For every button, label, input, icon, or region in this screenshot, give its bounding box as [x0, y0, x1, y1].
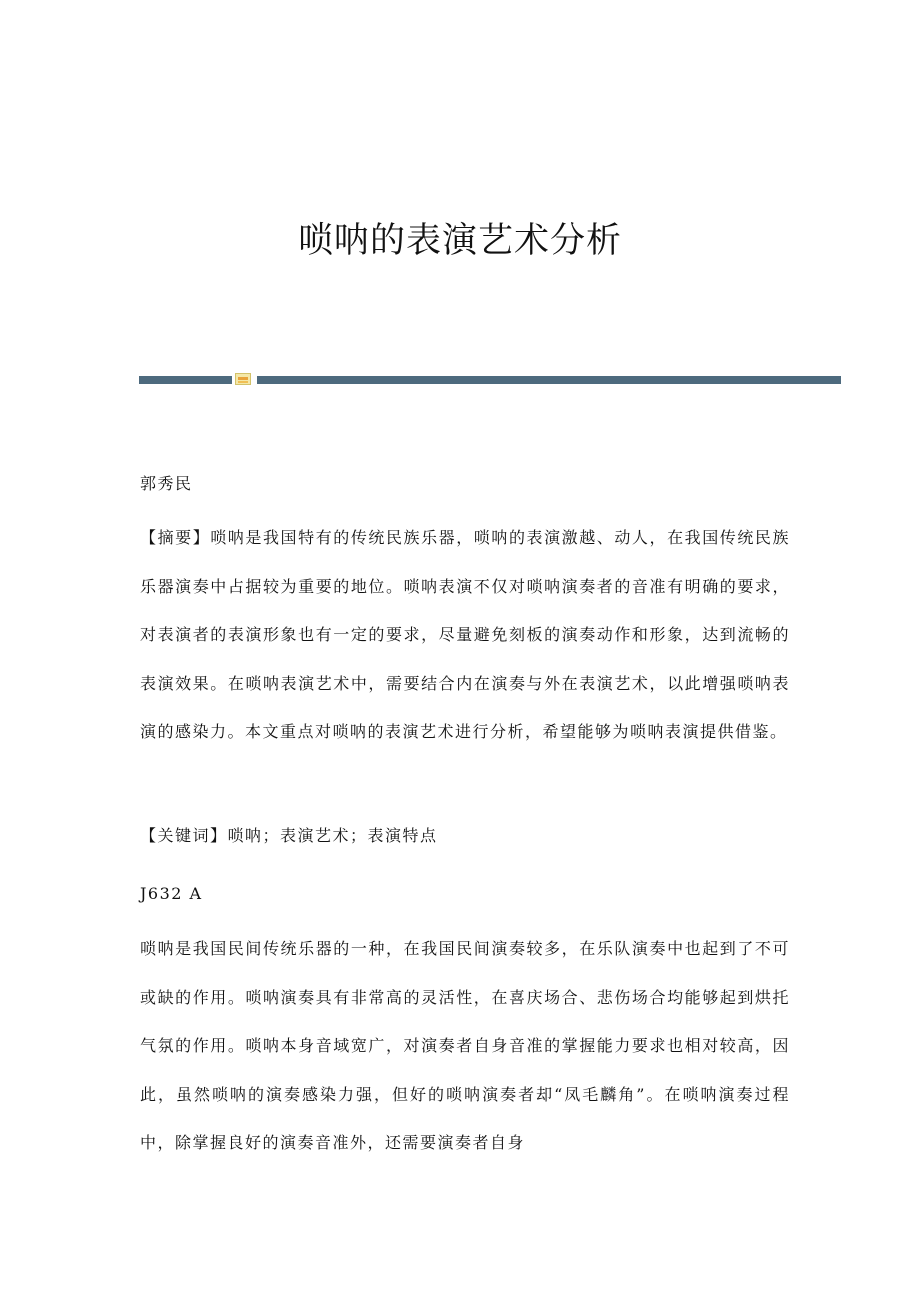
title-divider	[139, 372, 841, 386]
document-title: 唢呐的表演艺术分析	[297, 221, 622, 261]
intro-paragraph: 唢呐是我国民间传统乐器的一种，在我国民间演奏较多，在乐队演奏中也起到了不可或缺的作用。唢呐演奏具有非常高的灵活性，在喜庆场合、悲伤场合均能够起到烘托气氛的作用。唢呐本身音域宽广，对演奏者自身音准的掌握能力要求也相对较高，因此，虽然唢呐的演奏感染力强，但好的唢呐演奏者却“凤毛麟角”。在唢呐演奏过程中，除掌握良好的演奏音准外，还需要演奏者自身	[140, 939, 790, 1152]
abstract-paragraph: 【摘要】唢呐是我国特有的传统民族乐器，唢呐的表演激越、动人，在我国传统民族乐器演奏中占据较为重要的地位。唢呐表演不仅对唢呐演奏者的音准有明确的要求，对表演者的表演形象也有一定的要求，尽量避免刻板的演奏动作和形象，达到流畅的表演效果。在唢呐表演艺术中，需要结合内在演奏与外在表演艺术，以此增强唢呐表演的感染力。本文重点对唢呐的表演艺术进行分析，希望能够为唢呐表演提供借鉴。	[140, 528, 790, 741]
divider-bar-right	[257, 376, 841, 384]
classification-code: J632 A	[140, 884, 203, 903]
divider-bar-left	[139, 376, 232, 384]
divider-ornament-icon	[235, 373, 251, 385]
keywords-line: 【关键词】唢呐；表演艺术；表演特点	[140, 826, 438, 845]
author-name: 郭秀民	[140, 474, 193, 493]
